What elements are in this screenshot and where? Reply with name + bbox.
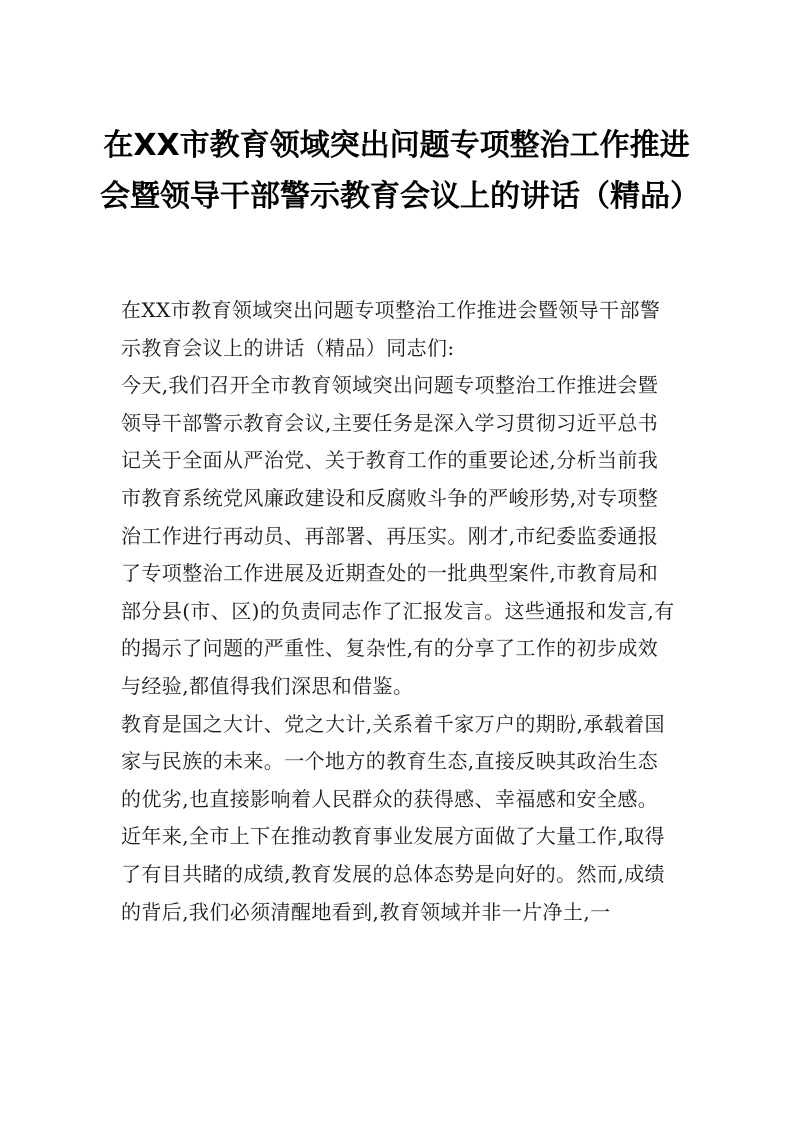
- paragraph-heading-greeting: 在XX市教育领域突出问题专项整治工作推进会暨领导干部警示教育会议上的讲话（精品）同志们:: [121, 298, 661, 360]
- document-title: 在XX市教育领域突出问题专项整治工作推进会暨领导干部警示教育会议上的讲话（精品）: [100, 128, 700, 214]
- paragraph-education-significance: 教育是国之大计、党之大计,关系着千家万户的期盼,承载着国家与民族的未来。一个地方的教育生态,直接反映其政治生态的优劣,也直接影响着人民群众的获得感、幸福感和安全感。近年来,全市上下在推动教育事业发展方面做了大量工作,取得了有目共睹的成绩,教育发展的总体态势是向好的。然而,成绩的背后,我们必须清醒地看到,教育领域并非一片净土,一: [121, 711, 665, 924]
- paragraph-opening: 今天,我们召开全市教育领域突出问题专项整治工作推进会暨领导干部警示教育会议,主要任务是深入学习贯彻习近平总书记关于全面从严治党、关于教育工作的重要论述,分析当前我市教育系统党风廉政建设和反腐败斗争的严峻形势,对专项整治工作进行再动员、再部署、再压实。刚才,市纪委监委通报了专项整治工作进展及近期查处的一批典型案件,市教育局和部分县(市、区)的负责同志作了汇报发言。这些通报和发言,有的揭示了问题的严重性、复杂性,有的分享了工作的初步成效与经验,都值得我们深思和借鉴。: [121, 373, 675, 698]
- document-body: [121, 292, 677, 931]
